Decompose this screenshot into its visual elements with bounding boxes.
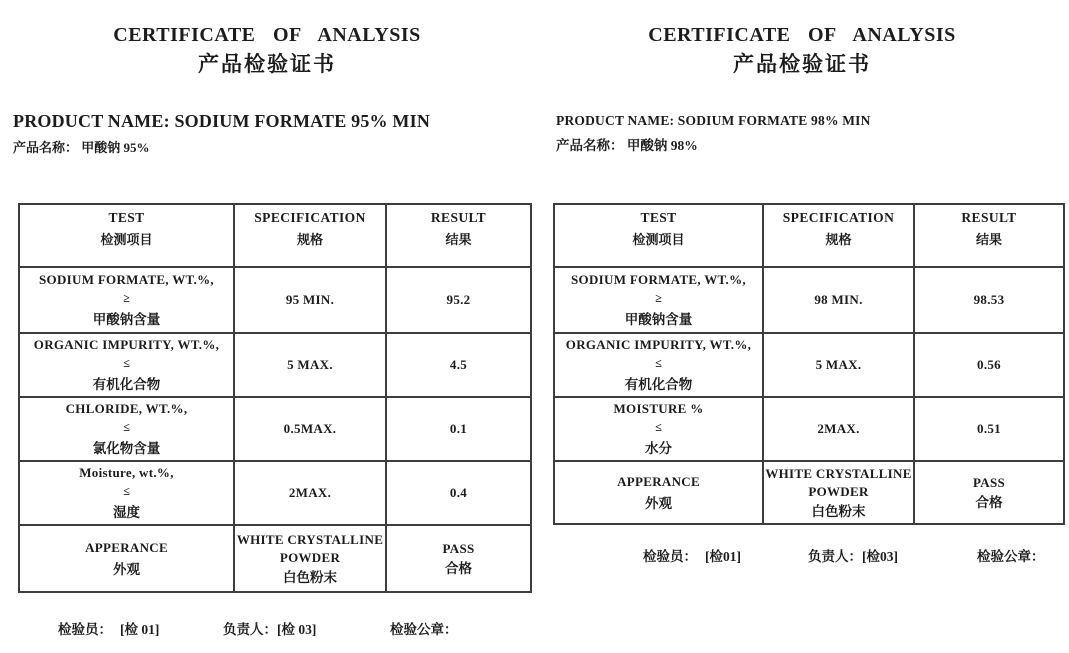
test-name-cn: 外观 xyxy=(645,495,672,511)
col-header-test xyxy=(554,204,763,267)
certificate-title-en: CERTIFICATE OF ANALYSIS xyxy=(113,24,421,46)
result-cell xyxy=(914,333,1064,397)
test-cell xyxy=(19,397,234,461)
analysis-table xyxy=(553,203,1065,525)
test-comparator: ≤ xyxy=(123,356,130,370)
spec-value-cn: 白色粉末 xyxy=(811,503,866,519)
test-cell xyxy=(554,267,763,333)
analysis-table xyxy=(18,203,532,593)
table-row xyxy=(19,333,531,397)
result-cell xyxy=(386,267,531,333)
manager-value: [检 03] xyxy=(277,622,317,637)
test-comparator: ≥ xyxy=(655,291,662,305)
manager-field xyxy=(808,545,898,565)
product-name-en: PRODUCT NAME: SODIUM FORMATE 95% MIN xyxy=(13,111,431,131)
col-header-test-en: TEST xyxy=(108,210,145,225)
seal-label: 检验公章： xyxy=(977,549,1045,564)
table-row xyxy=(19,397,531,461)
result-cell xyxy=(386,397,531,461)
seal-field xyxy=(977,545,1045,565)
result-value: PASS xyxy=(442,540,475,556)
inspector-label: 检验员： xyxy=(58,622,112,637)
spec-value-line2: POWDER xyxy=(808,483,869,499)
seal-field xyxy=(390,618,458,638)
test-cell xyxy=(19,525,234,592)
manager-value: [检03] xyxy=(862,549,898,564)
result-cell xyxy=(386,525,531,592)
result-value-cn: 合格 xyxy=(445,560,472,576)
test-name-en: ORGANIC IMPURITY, WT.%, xyxy=(565,337,752,352)
table-row xyxy=(19,267,531,333)
test-name-en: APPERANCE xyxy=(617,473,700,489)
test-name-cn: 外观 xyxy=(113,561,140,577)
certificate-page-98 xyxy=(535,0,1069,653)
col-header-result xyxy=(914,204,1064,267)
table-header-row xyxy=(19,204,531,267)
result-value: 98.53 xyxy=(973,292,1005,307)
spec-cell xyxy=(763,333,914,397)
inspector-value: [检 01] xyxy=(120,622,160,637)
spec-cell xyxy=(234,267,386,333)
test-name-cn: 氯化物含量 xyxy=(92,441,161,456)
certificate-page-95 xyxy=(0,0,534,653)
result-value: 0.56 xyxy=(977,357,1001,372)
test-cell xyxy=(19,267,234,333)
result-value: 0.51 xyxy=(977,421,1001,436)
spec-cell xyxy=(234,525,386,592)
spec-cell xyxy=(763,267,914,333)
spec-value: 5 MAX. xyxy=(815,357,862,372)
spec-cell xyxy=(234,397,386,461)
col-header-specification-en: SPECIFICATION xyxy=(782,210,895,225)
col-header-test xyxy=(19,204,234,267)
spec-value: 0.5MAX. xyxy=(283,421,337,436)
col-header-test-cn: 检测项目 xyxy=(100,232,153,247)
spec-cell xyxy=(763,397,914,461)
table-row-appearance xyxy=(19,525,531,592)
col-header-specification-cn: 规格 xyxy=(296,232,323,247)
seal-label: 检验公章： xyxy=(390,622,458,637)
spec-value: 98 MIN. xyxy=(814,292,863,307)
certificate-title-en: CERTIFICATE OF ANALYSIS xyxy=(648,24,956,46)
test-name-en: SODIUM FORMATE, WT.%, xyxy=(39,272,214,287)
test-name-cn: 水分 xyxy=(645,441,672,456)
test-comparator: ≤ xyxy=(655,356,662,370)
col-header-specification-en: SPECIFICATION xyxy=(254,210,366,225)
table-row xyxy=(19,461,531,525)
test-comparator: ≤ xyxy=(655,420,662,434)
test-name-cn: 甲酸钠含量 xyxy=(92,312,161,327)
result-value: 0.4 xyxy=(449,485,468,500)
test-name-en: SODIUM FORMATE, WT.%, xyxy=(571,272,746,287)
manager-label: 负责人： xyxy=(223,622,277,637)
test-comparator: ≥ xyxy=(123,291,130,305)
test-cell xyxy=(554,461,763,524)
result-value: PASS xyxy=(972,474,1006,490)
test-cell xyxy=(554,397,763,461)
inspector-field xyxy=(643,545,741,565)
inspector-label: 检验员： xyxy=(643,549,697,564)
col-header-test-en: TEST xyxy=(640,210,677,225)
col-header-specification xyxy=(234,204,386,267)
spec-cell xyxy=(234,333,386,397)
test-comparator: ≤ xyxy=(123,484,130,498)
product-name-en: PRODUCT NAME: SODIUM FORMATE 98% MIN xyxy=(556,113,871,128)
test-name-cn: 有机化合物 xyxy=(624,377,693,392)
result-value-cn: 合格 xyxy=(975,494,1003,510)
test-name-en: MOISTURE % xyxy=(613,401,704,416)
col-header-result-cn: 结果 xyxy=(445,232,472,247)
col-header-result-cn: 结果 xyxy=(975,232,1002,247)
result-cell xyxy=(386,461,531,525)
inspector-field xyxy=(58,618,159,638)
col-header-result-en: RESULT xyxy=(430,210,487,225)
table-row xyxy=(554,397,1064,461)
spec-cell xyxy=(763,461,914,524)
spec-value: 95 MIN. xyxy=(285,292,335,307)
test-name-en: APPERANCE xyxy=(85,539,168,555)
manager-label: 负责人： xyxy=(808,549,862,564)
result-cell xyxy=(386,333,531,397)
result-value: 0.1 xyxy=(449,421,468,436)
spec-value: 2MAX. xyxy=(817,421,860,436)
inspector-value: [检01] xyxy=(705,549,741,564)
test-name-cn: 湿度 xyxy=(113,505,140,520)
test-name-cn: 甲酸钠含量 xyxy=(624,312,693,327)
test-name-en: ORGANIC IMPURITY, WT.%, xyxy=(33,337,220,352)
spec-cell xyxy=(234,461,386,525)
result-cell xyxy=(914,267,1064,333)
certificate-title-cn: 产品检验证书 xyxy=(733,52,871,76)
result-cell xyxy=(914,461,1064,524)
spec-value-line1: WHITE CRYSTALLINE xyxy=(236,531,384,547)
spec-value: 5 MAX. xyxy=(287,357,333,372)
result-value: 4.5 xyxy=(449,357,468,372)
col-header-test-cn: 检测项目 xyxy=(632,232,685,247)
product-name-cn: 产品名称： 甲酸钠 98% xyxy=(556,138,698,153)
test-name-cn: 有机化合物 xyxy=(92,377,161,392)
col-header-specification xyxy=(763,204,914,267)
spec-value-line2: POWDER xyxy=(279,549,341,565)
test-cell xyxy=(554,333,763,397)
test-comparator: ≤ xyxy=(123,420,130,434)
test-cell xyxy=(19,461,234,525)
table-header-row xyxy=(554,204,1064,267)
spec-value: 2MAX. xyxy=(288,485,332,500)
result-cell xyxy=(914,397,1064,461)
test-name-en: CHLORIDE, WT.%, xyxy=(65,401,188,416)
table-row xyxy=(554,267,1064,333)
manager-field xyxy=(223,618,316,638)
result-value: 95.2 xyxy=(446,292,471,307)
spec-value-cn: 白色粉末 xyxy=(283,569,337,585)
col-header-result-en: RESULT xyxy=(961,210,1017,225)
test-cell xyxy=(19,333,234,397)
certificate-title-cn: 产品检验证书 xyxy=(198,52,336,76)
table-row xyxy=(554,333,1064,397)
spec-value-line1: WHITE CRYSTALLINE xyxy=(765,465,912,481)
col-header-specification-cn: 规格 xyxy=(825,232,852,247)
col-header-result xyxy=(386,204,531,267)
table-row-appearance xyxy=(554,461,1064,524)
product-name-cn: 产品名称： 甲酸钠 95% xyxy=(13,140,150,155)
test-name-en: Moisture, wt.%, xyxy=(79,465,174,480)
